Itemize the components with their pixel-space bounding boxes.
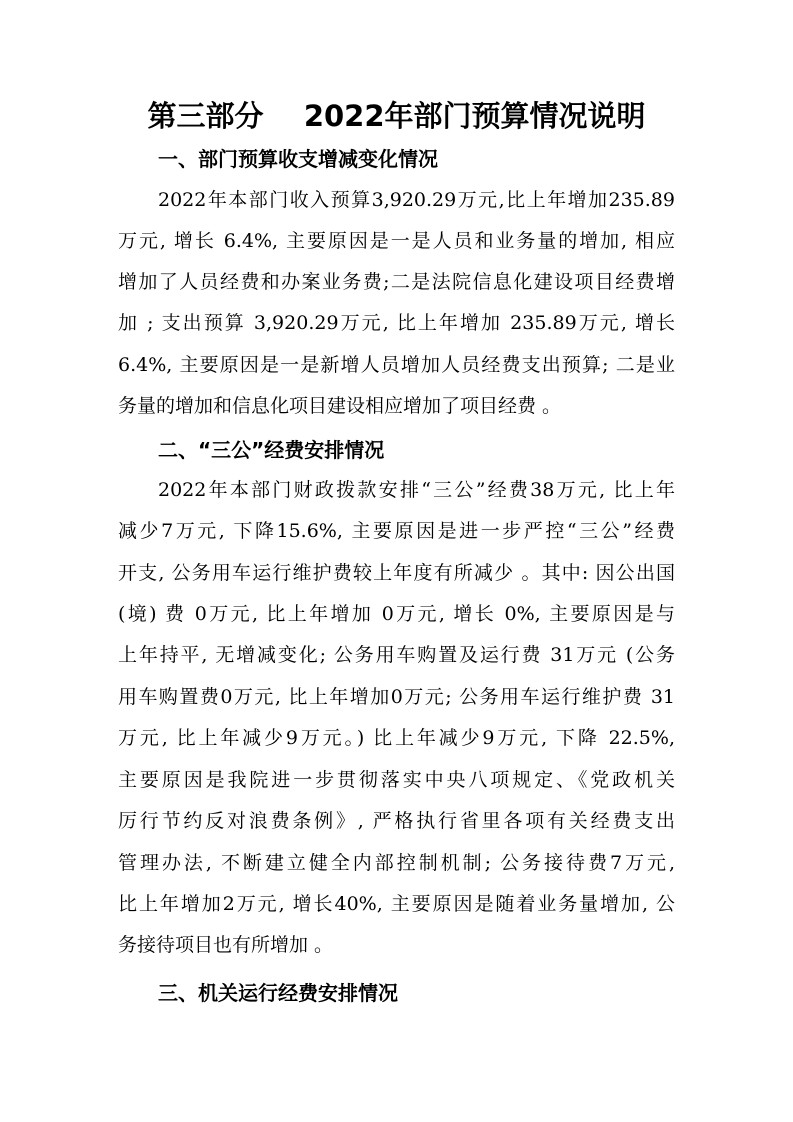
section-2-line-5: 上年持平, 无增减变化; 公务用车购置及运行费 31万元 (公务	[118, 644, 675, 666]
section-2-line-11: 比上年增加2万元, 增长40%, 主要原因是随着业务量增加, 公	[118, 893, 675, 915]
section-1-line-5: 6.4%, 主要原因是一是新增人员增加人员经费支出预算; 二是业	[118, 354, 675, 376]
section-2-line-7: 万元, 比上年减少9万元。) 比上年减少9万元, 下降 22.5%,	[118, 727, 675, 749]
section-1-line-3: 增加了人员经费和办案业务费;二是法院信息化建设项目经费增	[118, 271, 675, 293]
section-2-line-12: 务接待项目也有所增加 。	[118, 934, 334, 956]
section-2-heading: 二、“三公”经费安排情况	[158, 438, 385, 462]
section-2-line-9: 厉行节约反对浪费条例》, 严格执行省里各项有关经费支出	[118, 810, 675, 832]
section-1-line-2: 万元, 增长 6.4%, 主要原因是一是人员和业务量的增加, 相应	[118, 230, 675, 252]
section-1-line-6: 务量的增加和信息化项目建设相应增加了项目经费 。	[118, 395, 562, 417]
section-3-heading: 三、机关运行经费安排情况	[158, 981, 398, 1005]
section-2-line-2: 减少7万元, 下降15.6%, 主要原因是进一步严控“三公”经费	[118, 520, 675, 542]
section-2-line-4: (境) 费 0万元, 比上年增加 0万元, 增长 0%, 主要原因是与	[118, 603, 675, 625]
page-title: 第三部分 2022年部门预算情况说明	[147, 99, 646, 133]
section-1-line-1: 2022年本部门收入预算3,920.29万元,比上年增加235.89	[158, 189, 675, 211]
section-2-line-1: 2022年本部门财政拨款安排“三公”经费38万元, 比上年	[158, 479, 675, 501]
section-1-heading: 一、部门预算收支增减变化情况	[158, 147, 438, 171]
section-1-line-4: 加 ; 支出预算 3,920.29万元, 比上年增加 235.89万元, 增长	[118, 312, 675, 334]
section-2-line-3: 开支, 公务用车运行维护费较上年度有所减少 。其中: 因公出国	[118, 562, 675, 584]
section-2-line-6: 用车购置费0万元, 比上年增加0万元; 公务用车运行维护费 31	[118, 686, 675, 708]
section-2-line-10: 管理办法, 不断建立健全内部控制机制; 公务接待费7万元,	[118, 852, 675, 874]
section-2-line-8: 主要原因是我院进一步贯彻落实中央八项规定、《党政机关	[118, 769, 675, 791]
